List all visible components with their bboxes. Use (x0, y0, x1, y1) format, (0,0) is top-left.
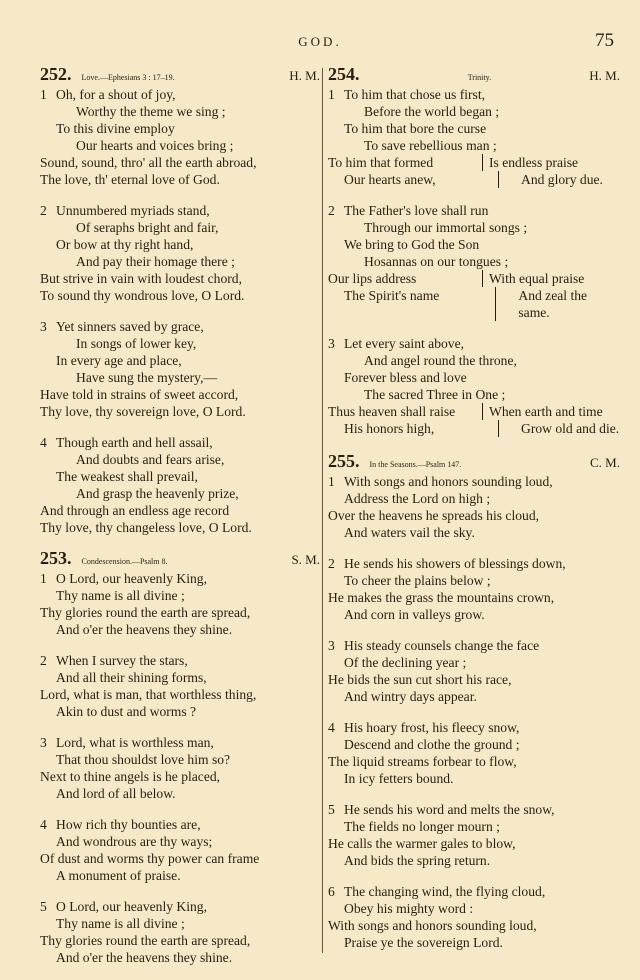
verse-text: How rich thy bounties are, (56, 817, 201, 832)
verse-text: Of the declining year ; (344, 655, 467, 670)
verse-text: And angel round the throne, (364, 353, 517, 368)
verse-text: And lord of all below. (56, 786, 176, 801)
verse-line (40, 686, 320, 703)
verse-text: And wintry days appear. (344, 689, 477, 704)
split-left: Thus heaven shall raise (328, 403, 483, 420)
verse-line (40, 403, 320, 420)
verse-text: In every age and place, (56, 353, 182, 368)
hymn-253 (40, 548, 320, 966)
verse-line (328, 753, 620, 770)
verse-line (40, 621, 320, 638)
verse-text: To him that chose us first, (344, 87, 486, 102)
verse-line (40, 137, 320, 154)
verse-line (328, 883, 620, 900)
stanza (40, 202, 320, 304)
verse-line (328, 103, 620, 120)
split-right: And zeal the same. (518, 288, 588, 320)
verse-line (40, 850, 320, 867)
hymn-header (328, 451, 620, 473)
verse-text: And corn in valleys grow. (344, 607, 485, 622)
verse-line (40, 485, 320, 502)
verse-text: Over the heavens he spreads his cloud, (328, 508, 540, 523)
verse-number: 4 (328, 720, 335, 735)
verse-text: He makes the grass the mountains crown, (328, 590, 555, 605)
verse-number: 3 (40, 735, 47, 750)
split-right: Grow old and die. (521, 421, 620, 436)
verse-text: The fields no longer mourn ; (344, 819, 500, 834)
verse-text: Before the world began ; (364, 104, 500, 119)
verse-text: And o'er the heavens they shine. (56, 622, 233, 637)
hymn-number: 252. (40, 64, 72, 84)
verse-text: Obey his mighty word : (344, 901, 474, 916)
verse-text: And o'er the heavens they shine. (56, 950, 233, 965)
verse-text: Praise ye the sovereign Lord. (344, 935, 503, 950)
verse-text: The sacred Three in One ; (364, 387, 506, 402)
verse-text: Next to thine angels is he placed, (40, 769, 221, 784)
verse-text: And waters vail the sky. (344, 525, 475, 540)
stanza (328, 637, 620, 705)
hymn-header (328, 64, 620, 86)
verse-text: He sends his word and melts the snow, (344, 802, 555, 817)
verse-text: Of dust and worms thy power can frame (40, 851, 260, 866)
stanza (40, 318, 320, 420)
verse-text: Lord, what is man, that worthless thing, (40, 687, 257, 702)
verse-text: Address the Lord on high ; (344, 491, 491, 506)
right-column (328, 64, 620, 965)
verse-text: Forever bless and love (344, 370, 467, 385)
verse-text: Our hearts and voices bring ; (76, 138, 234, 153)
verse-line (40, 287, 320, 304)
verse-number: 2 (40, 653, 47, 668)
verse-number: 5 (328, 802, 335, 817)
verse-line (40, 915, 320, 932)
verse-text: His steady counsels change the face (344, 638, 540, 653)
verse-text: Sound, sound, thro' all the earth abroad, (40, 155, 257, 170)
split-right: With equal praise (489, 271, 585, 286)
verse-text: And through an endless age record (40, 503, 230, 518)
stanza (328, 883, 620, 951)
verse-number: 5 (40, 899, 47, 914)
verse-text: That thou shouldst love him so? (56, 752, 231, 767)
verse-text: When I survey the stars, (56, 653, 188, 668)
verse-line (328, 818, 620, 835)
verse-line (328, 524, 620, 541)
verse-line (40, 502, 320, 519)
verse-line (328, 770, 620, 787)
verse-line (40, 932, 320, 949)
verse-number: 2 (40, 203, 47, 218)
split-left: Our lips address (328, 270, 483, 287)
verse-line (328, 852, 620, 869)
verse-text: Let every saint above, (344, 336, 465, 351)
verse-text: The changing wind, the flying cloud, (344, 884, 546, 899)
verse-line (328, 86, 620, 103)
verse-line (328, 507, 620, 524)
verse-text: We bring to God the Son (344, 237, 480, 252)
hymn-255 (328, 451, 620, 951)
verse-number: 4 (40, 435, 47, 450)
verse-text: With songs and honors sounding loud, (344, 474, 553, 489)
verse-line (328, 671, 620, 688)
verse-text: He bids the sun cut short his race, (328, 672, 512, 687)
verse-line (328, 253, 620, 270)
verse-line (40, 369, 320, 386)
verse-text: The love, th' eternal love of God. (40, 172, 220, 187)
verse-text: But strive in vain with loudest chord, (40, 271, 242, 286)
verse-number: 3 (328, 336, 335, 351)
hymn-subject: In the Seasons.—Psalm 147. (369, 460, 462, 469)
verse-text: To sound thy wondrous love, O Lord. (40, 288, 245, 303)
verse-text: He sends his showers of blessings down, (344, 556, 566, 571)
verse-line (328, 335, 620, 352)
stanza (40, 570, 320, 638)
verse-line (40, 867, 320, 884)
verse-line (40, 154, 320, 171)
verse-text: Though earth and hell assail, (56, 435, 213, 450)
verse-line (40, 86, 320, 103)
stanza (328, 801, 620, 869)
split-left: The Spirit's name (328, 287, 496, 321)
verse-text: Of seraphs bright and fair, (76, 220, 219, 235)
verse-text: Descend and clothe the ground ; (344, 737, 520, 752)
verse-line (40, 451, 320, 468)
verse-number: 1 (40, 87, 47, 102)
hymn-header (40, 548, 320, 570)
verse-text: Thy love, thy sovereign love, O Lord. (40, 404, 246, 419)
verse-text: Oh, for a shout of joy, (56, 87, 176, 102)
verse-text: And pay their homage there ; (76, 254, 235, 269)
running-title: GOD. (298, 34, 342, 49)
verse-text: And doubts and fears arise, (76, 452, 225, 467)
verse-line (40, 570, 320, 587)
verse-number: 1 (328, 87, 335, 102)
verse-text: In songs of lower key, (76, 336, 197, 351)
verse-text: Have sung the mystery,— (76, 370, 218, 385)
split-left: To him that formed (328, 154, 483, 171)
verse-line (328, 589, 620, 606)
verse-text: To cheer the plains below ; (344, 573, 491, 588)
verse-line (328, 219, 620, 236)
verse-text: To save rebellious man ; (364, 138, 497, 153)
verse-line (40, 652, 320, 669)
hymn-number: 254. (328, 64, 360, 84)
column-divider (322, 68, 323, 953)
hymn-meter: C. M. (590, 455, 620, 470)
verse-number: 2 (328, 556, 335, 571)
verse-text: Hosannas on our tongues ; (364, 254, 509, 269)
verse-text: Thy love, thy changeless love, O Lord. (40, 520, 252, 535)
verse-line (328, 352, 620, 369)
verse-line (40, 734, 320, 751)
verse-number: 4 (40, 817, 47, 832)
verse-number: 1 (328, 474, 335, 489)
verse-line (328, 637, 620, 654)
stanza (40, 86, 320, 188)
verse-line (40, 587, 320, 604)
verse-text: A monument of praise. (56, 868, 181, 883)
verse-text: Have told in strains of sweet accord, (40, 387, 239, 402)
verse-text: He calls the warmer gales to blow, (328, 836, 516, 851)
verse-line (40, 352, 320, 369)
verse-line (328, 386, 620, 403)
verse-text: Through our immortal songs ; (364, 220, 528, 235)
verse-line (328, 473, 620, 490)
verse-line (40, 335, 320, 352)
verse-line (40, 386, 320, 403)
verse-line (328, 736, 620, 753)
verse-text: The liquid streams forbear to flow, (328, 754, 517, 769)
split-right: And glory due. (521, 172, 603, 187)
verse-line (40, 751, 320, 768)
verse-text: And grasp the heavenly prize, (76, 486, 239, 501)
verse-number: 6 (328, 884, 335, 899)
verse-text: His hoary frost, his fleecy snow, (344, 720, 520, 735)
verse-text: And all their shining forms, (56, 670, 207, 685)
verse-number: 1 (40, 571, 47, 586)
split-left: Our hearts anew, (328, 171, 499, 188)
verse-text: And bids the spring return. (344, 853, 491, 868)
hymn-number: 253. (40, 548, 72, 568)
hymn-meter: H. M. (289, 68, 320, 83)
verse-number: 3 (328, 638, 335, 653)
verse-line (40, 898, 320, 915)
verse-line (40, 202, 320, 219)
stanza (328, 555, 620, 623)
stanza (40, 898, 320, 966)
split-line (328, 403, 620, 420)
verse-line (40, 785, 320, 802)
verse-line (40, 833, 320, 850)
verse-line (328, 490, 620, 507)
verse-text: Thy name is all divine ; (56, 916, 185, 931)
verse-number: 3 (40, 319, 47, 334)
stanza (328, 473, 620, 541)
verse-text: And wondrous are thy ways; (56, 834, 213, 849)
verse-text: Thy name is all divine ; (56, 588, 185, 603)
verse-text: The weakest shall prevail, (56, 469, 198, 484)
stanza (328, 335, 620, 437)
split-left: His honors high, (328, 420, 499, 437)
verse-text: O Lord, our heavenly King, (56, 571, 208, 586)
verse-text: To this divine employ (56, 121, 175, 136)
hymn-subject: Trinity. (467, 73, 492, 82)
verse-line (40, 219, 320, 236)
verse-line (328, 236, 620, 253)
verse-line (40, 949, 320, 966)
verse-line (40, 703, 320, 720)
hymn-subject: Love.—Ephesians 3 : 17–19. (81, 73, 175, 82)
verse-line (328, 917, 620, 934)
split-line (328, 171, 620, 188)
verse-line (328, 202, 620, 219)
verse-line (40, 434, 320, 451)
split-right: Is endless praise (489, 155, 579, 170)
stanza (328, 202, 620, 321)
verse-text: Worthy the theme we sing ; (76, 104, 226, 119)
verse-line (40, 519, 320, 536)
left-column (40, 64, 320, 980)
stanza (40, 652, 320, 720)
verse-line (40, 468, 320, 485)
verse-text: Thy glories round the earth are spread, (40, 605, 251, 620)
verse-line (40, 604, 320, 621)
hymn-meter: S. M. (291, 552, 320, 567)
verse-line (40, 236, 320, 253)
verse-line (328, 555, 620, 572)
verse-line (40, 171, 320, 188)
verse-text: Unnumbered myriads stand, (56, 203, 210, 218)
stanza (40, 734, 320, 802)
verse-line (40, 768, 320, 785)
hymn-number: 255. (328, 451, 360, 471)
verse-line (328, 719, 620, 736)
stanza (328, 86, 620, 188)
verse-line (328, 801, 620, 818)
hymn-header (40, 64, 320, 86)
split-line (328, 420, 620, 437)
split-line (328, 154, 620, 171)
verse-line (40, 270, 320, 287)
verse-line (328, 688, 620, 705)
split-line (328, 270, 620, 287)
verse-line (40, 253, 320, 270)
verse-text: Akin to dust and worms ? (56, 704, 197, 719)
verse-line (40, 669, 320, 686)
verse-text: To him that bore the curse (344, 121, 487, 136)
verse-text: In icy fetters bound. (344, 771, 454, 786)
verse-line (328, 120, 620, 137)
verse-line (328, 835, 620, 852)
stanza (40, 434, 320, 536)
verse-line (328, 572, 620, 589)
verse-line (328, 137, 620, 154)
verse-line (40, 816, 320, 833)
stanza (40, 816, 320, 884)
split-line (328, 287, 620, 321)
verse-text: Yet sinners saved by grace, (56, 319, 204, 334)
verse-text: The Father's love shall run (344, 203, 489, 218)
verse-text: Lord, what is worthless man, (56, 735, 214, 750)
verse-text: Or bow at thy right hand, (56, 237, 194, 252)
verse-line (328, 934, 620, 951)
page-number: 75 (595, 30, 614, 51)
hymn-subject: Condescension.—Psalm 8. (81, 557, 168, 566)
verse-text: With songs and honors sounding loud, (328, 918, 537, 933)
stanza (328, 719, 620, 787)
verse-text: O Lord, our heavenly King, (56, 899, 208, 914)
hymn-meter: H. M. (589, 68, 620, 83)
verse-line (328, 654, 620, 671)
hymn-252 (40, 64, 320, 536)
verse-line (40, 120, 320, 137)
verse-line (40, 318, 320, 335)
split-right: When earth and time (489, 404, 603, 419)
verse-text: Thy glories round the earth are spread, (40, 933, 251, 948)
verse-line (40, 103, 320, 120)
verse-number: 2 (328, 203, 335, 218)
verse-line (328, 369, 620, 386)
verse-line (328, 606, 620, 623)
verse-line (328, 900, 620, 917)
hymn-254 (328, 64, 620, 437)
